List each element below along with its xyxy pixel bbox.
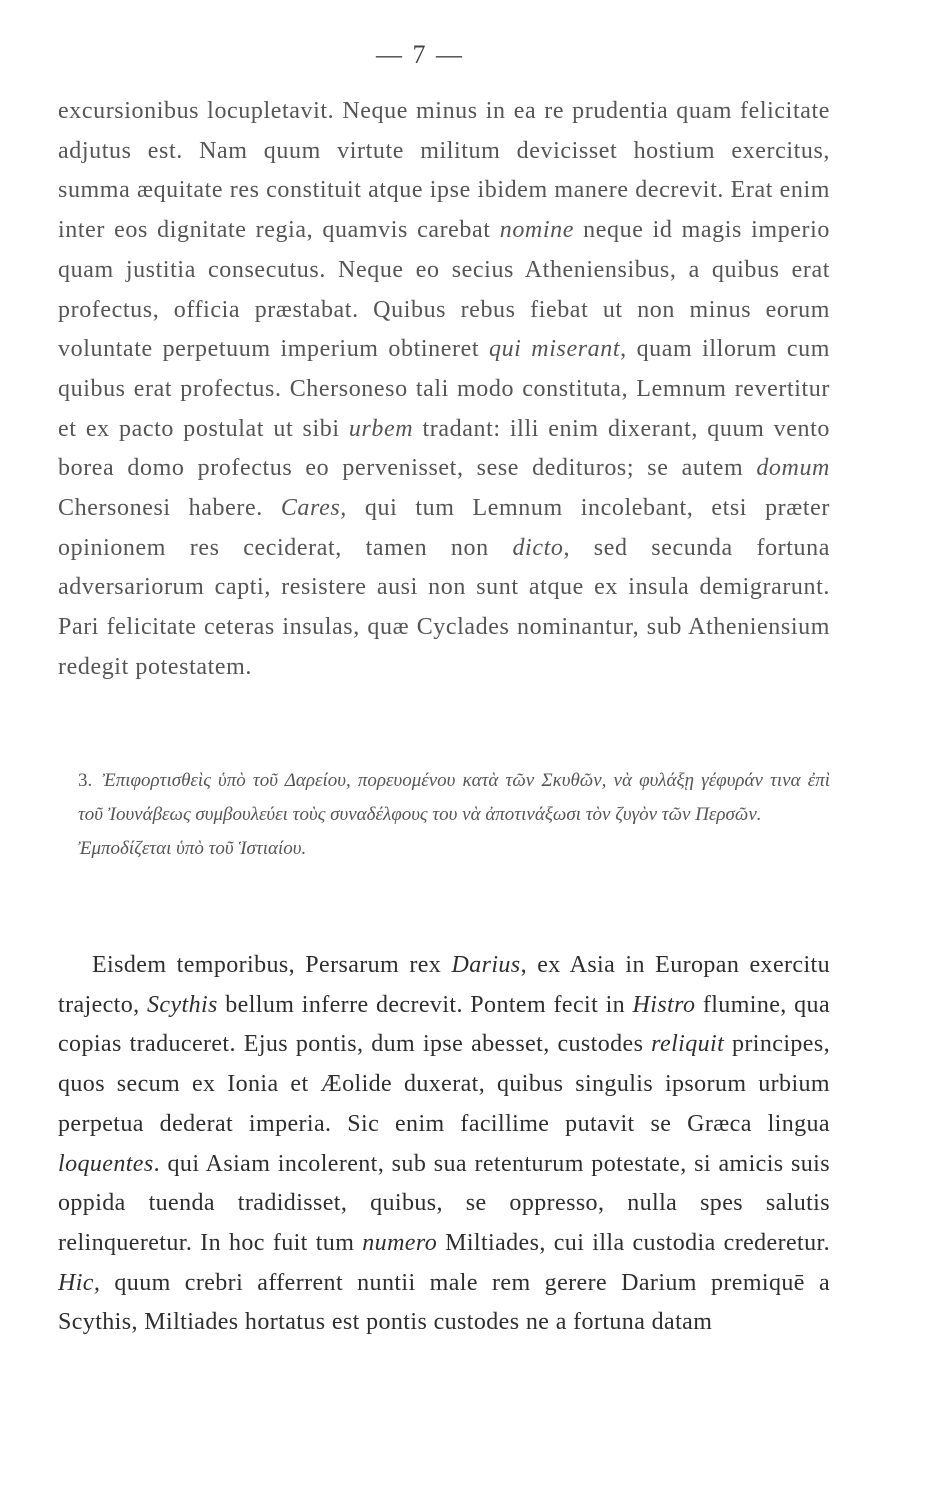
text-run: , quam illorum cum quibus erat profectus. Chersoneso tali modo constituta, Lemnum revertitur et ex pacto postulat ut sibi [58,336,830,442]
italic-word: reliquit [651,1031,725,1058]
text-run: neque id magis imperio quam justitia consecutus. Neque eo secius Atheniensibus, a quibus erat profectus, officia præstabat. Quibus rebus fiebat ut non minus eorum voluntate perpetuum imperium obtineret [58,217,831,363]
italic-word: Hic, [58,1269,101,1296]
text-run: quum crebri afferrent nuntii male rem gerere Darium premiquē a Scythis, Miltiades hortatus est pontis custodes ne a fortuna datam [58,1269,830,1336]
text-run: , sed secunda fortuna adversariorum capti, resistere ausi non sunt atque ex insula demigrarunt. Pari felicitate ceteras insulas, quæ Cyclades nominantur, sub Atheniensium redegit potestatem. [58,534,830,680]
paragraph-2 [58,946,830,1343]
section-number: 3. [78,770,93,791]
greek-summary-end: Ἐμποδίζεται ὑπὸ τοῦ Ἱστιαίου. [78,838,307,859]
italic-word: qui miserant [488,336,621,363]
section-heading-greek [58,764,830,866]
italic-word: numero [362,1229,438,1256]
text-run: flumine, qua copias traduceret. Ejus pontis, dum ipse abesset, custodes [58,991,831,1058]
italic-word: Scythis [147,991,218,1018]
paragraph-1 [58,92,830,688]
text-run: . qui Asiam incolerent, sub sua retenturum potestate, si amicis suis oppida tuenda tradidisset, quibus, se oppresso, nulla spes salutis relinqueretur. In hoc fuit tum [58,1150,830,1256]
text-run: principes, quos secum ex Ionia et Æolide duxerat, quibus singulis ipsorum urbium perpetua dederat imperia. Sic enim facillime putavit se Græca lingua [58,1031,830,1137]
italic-word: Darius [451,952,521,978]
italic-word: urbem [348,415,414,442]
italic-word: Histro [632,991,696,1018]
text-run: excursionibus locupletavit. Neque minus in ea re prudentia quam felicitate adjutus est. Nam quum virtute militum devicisset hostium exercitus, summa æquitate res constituit atque ipse ibidem manere decrevit. Erat enim inter eos dignitate regia, quamvis carebat [58,98,830,244]
italic-word: nomine [499,217,574,244]
text-run: tradant: illi enim dixerant, quum vento borea domo profectus eo pervenisset, sese dedituros; se autem [58,415,830,482]
italic-word: Cares, [280,495,347,522]
text-run: Eisdem temporibus, Persarum rex [92,952,452,978]
text-run: , ex Asia in Europan exercitu trajecto, [58,952,830,1018]
greek-summary: Ἐπιφορτισθεὶς ὑπὸ τοῦ Δαρείου, πορευομένου κατὰ τῶν Σκυθῶν, νὰ φυλάξῃ γέφυράν τινα ἐπὶ τοῦ Ἰουνάβεως συμβουλεύει τοὺς συναδέλφους του νὰ ἀποτινάξωσι τὸν ζυγὸν τῶν Περσῶν. [78,770,830,825]
italic-word: loquentes [58,1150,154,1177]
italic-word: domum [756,455,830,482]
italic-word: dicto [512,534,564,561]
text-run: bellum inferre decrevit. Pontem fecit in [217,991,633,1018]
text-run: Miltiades, cui illa custodia crederetur. [437,1229,830,1256]
text-run: qui tum Lemnum incolebant, etsi præter opinionem res ceciderat, tamen non [58,495,830,561]
page-number: — 7 — [376,40,464,69]
text-run: Chersonesi habere. [58,495,281,522]
